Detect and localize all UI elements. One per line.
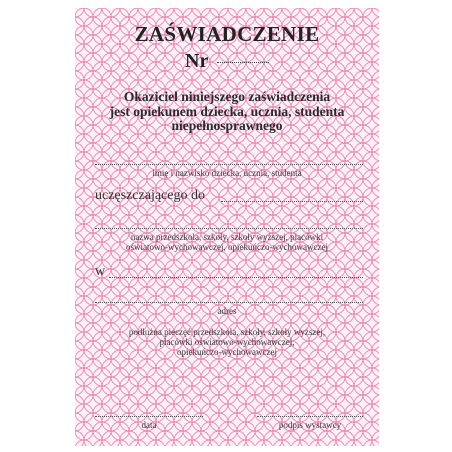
statement-text (75, 90, 379, 134)
location-label: w (95, 264, 106, 279)
attending-field[interactable] (221, 201, 363, 202)
number-label: Nr (185, 50, 209, 72)
institution-caption (75, 232, 379, 252)
stamp-caption (75, 327, 379, 357)
number-field[interactable] (217, 62, 269, 63)
attending-label: uczęszczającego do (95, 188, 205, 203)
institution-caption-line: oświatowo-wychowawczej, opiekuńczo-wychowawczej (126, 242, 328, 252)
statement-line: Okaziciel niniejszego zaświadczenia (123, 89, 331, 104)
signature-caption: podpis wystawcy (278, 420, 342, 430)
document-title: ZAŚWIADCZENIE (134, 22, 320, 46)
statement-line: jest opiekunem dziecka, ucznia, studenta (109, 103, 345, 119)
stamp-caption-line: opiekuńczo-wychowawczej (177, 347, 277, 357)
location-field[interactable] (109, 277, 363, 278)
institution-field[interactable] (95, 228, 363, 229)
signature-field[interactable] (257, 416, 363, 417)
name-caption: imię i nazwisko dziecka, ucznia, studenta (152, 168, 302, 178)
stamp-caption-line: podłużna pieczęć przedszkola, szkoły, szkoły wyższej, (128, 327, 326, 337)
certificate-card (75, 8, 379, 446)
address-field[interactable] (95, 302, 363, 303)
date-field[interactable] (95, 416, 203, 417)
address-caption: adres (217, 306, 237, 316)
institution-caption-line: nazwa przedszkola, szkoły, szkoły wyższej, placówki (130, 232, 324, 242)
date-caption: data (141, 420, 157, 430)
name-field[interactable] (95, 164, 363, 165)
stamp-caption-line: placówki oświatowo-wychowawczej, (159, 337, 295, 347)
statement-line: niepełnosprawnego (171, 118, 283, 133)
